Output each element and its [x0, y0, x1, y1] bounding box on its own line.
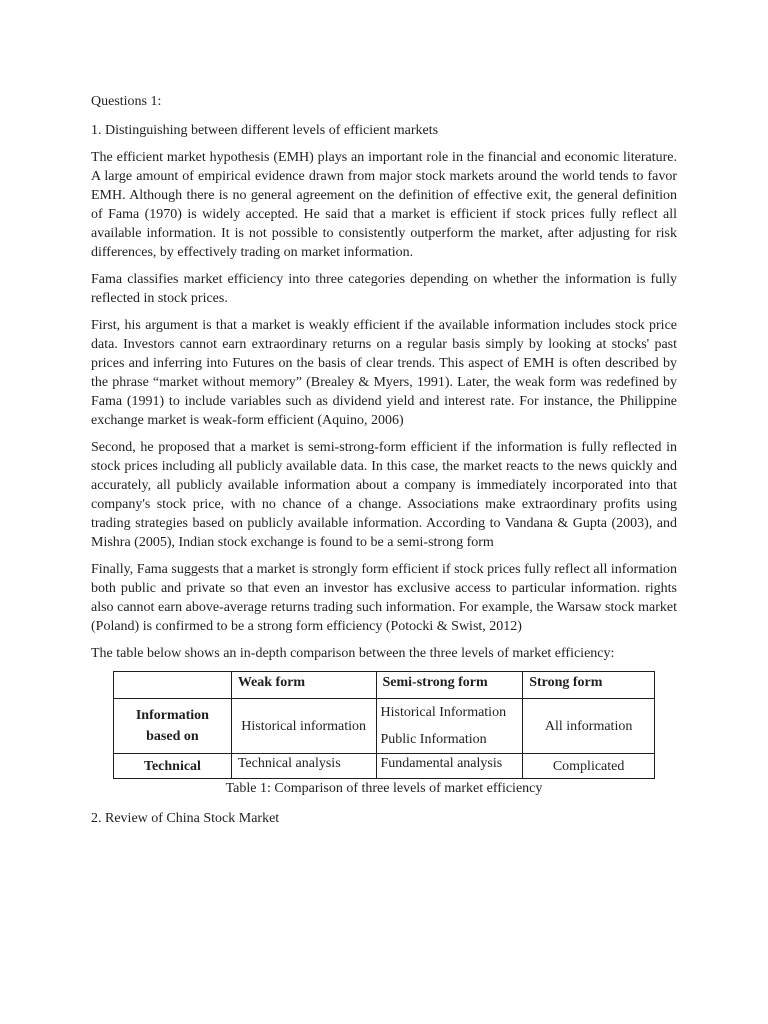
table-header-empty [114, 672, 232, 699]
table-header-weak: Weak form [231, 672, 376, 699]
question-title: Questions 1: [91, 94, 162, 109]
row-label-line-2: based on [146, 729, 199, 744]
section-1-heading: 1. Distinguishing between different levels of efficient markets [91, 123, 439, 138]
paragraph-weak-form: First, his argument is that a market is weakly efficient if the available information includes stock price data. Investors cannot earn extraordinary returns on a regular basis simply by looking at stocks' past prices and inferring into Futures on the basis of clear trends. This aspect of EMH is often described by the phrase “market without memory” (Brealey & Myers, 1991). Later, the weak form was redefined by Fama (1991) to include variables such as dividend yield and interest rate. For instance, the Philippine exchange market is weak-form efficient (Aquino, 2006) [91, 318, 677, 428]
table-header-row [114, 672, 655, 699]
table-intro: The table below shows an in-depth comparison between the three levels of market efficiency: [91, 646, 615, 661]
table-header-strong: Strong form [523, 672, 655, 699]
table-cell-strong-technical: Complicated [523, 754, 655, 779]
table-caption: Table 1: Comparison of three levels of market efficiency [225, 781, 543, 796]
table-row-label-technical: Technical [114, 754, 232, 779]
row-label-line-1: Information [135, 708, 209, 723]
semi-info-line-1: Historical Information [380, 705, 507, 720]
semi-info-line-2: Public Information [380, 732, 487, 747]
table-cell-semi-information [376, 699, 523, 754]
table-cell-semi-technical: Fundamental analysis [376, 754, 523, 779]
paragraph-emh-intro: The efficient market hypothesis (EMH) plays an important role in the financial and economic literature. A large amount of empirical evidence drawn from major stock markets around the world tends to favor EMH. Although there is no general agreement on the definition of effective exit, the general definition of Fama (1970) is widely accepted. He said that a market is efficient if stock prices fully reflect all available information. It is not possible to consistently outperform the market, after adjusting for risk differences, by effectively trading on market information. [91, 150, 677, 260]
comparison-table [113, 671, 655, 779]
paragraph-strong-form: Finally, Fama suggests that a market is strongly form efficient if stock prices fully reflect all information both public and private so that even an investor has exclusive access to particular information. rights also cannot earn above-average returns trading such information. For example, the Warsaw stock market (Poland) is confirmed to be a strong form efficiency (Potocki & Swist, 2012) [91, 562, 677, 634]
table-header-semi-strong: Semi-strong form [376, 672, 523, 699]
table-row-technical [114, 754, 655, 779]
document-page [91, 92, 677, 836]
table-row-information [114, 699, 655, 754]
section-2-heading: 2. Review of China Stock Market [91, 811, 280, 826]
paragraph-semi-strong-form: Second, he proposed that a market is semi-strong-form efficient if the information is fully reflected in stock prices including all publicly available data. In this case, the market reacts to the news quickly and accurately, all publicly available information about a company is immediately incorporated into that company's stock price, with no chance of a change. Associations make extraordinary profits using trading strategies based on publicly available information. According to Vandana & Gupta (2003), and Mishra (2005), Indian stock exchange is found to be a semi-strong form [91, 440, 677, 550]
table-row-label-information [114, 699, 232, 754]
table-cell-weak-technical: Technical analysis [231, 754, 376, 779]
paragraph-fama-classification: Fama classifies market efficiency into three categories depending on whether the information is fully reflected in stock prices. [91, 272, 677, 306]
table-cell-weak-information: Historical information [231, 699, 376, 754]
table-cell-strong-information: All information [523, 699, 655, 754]
